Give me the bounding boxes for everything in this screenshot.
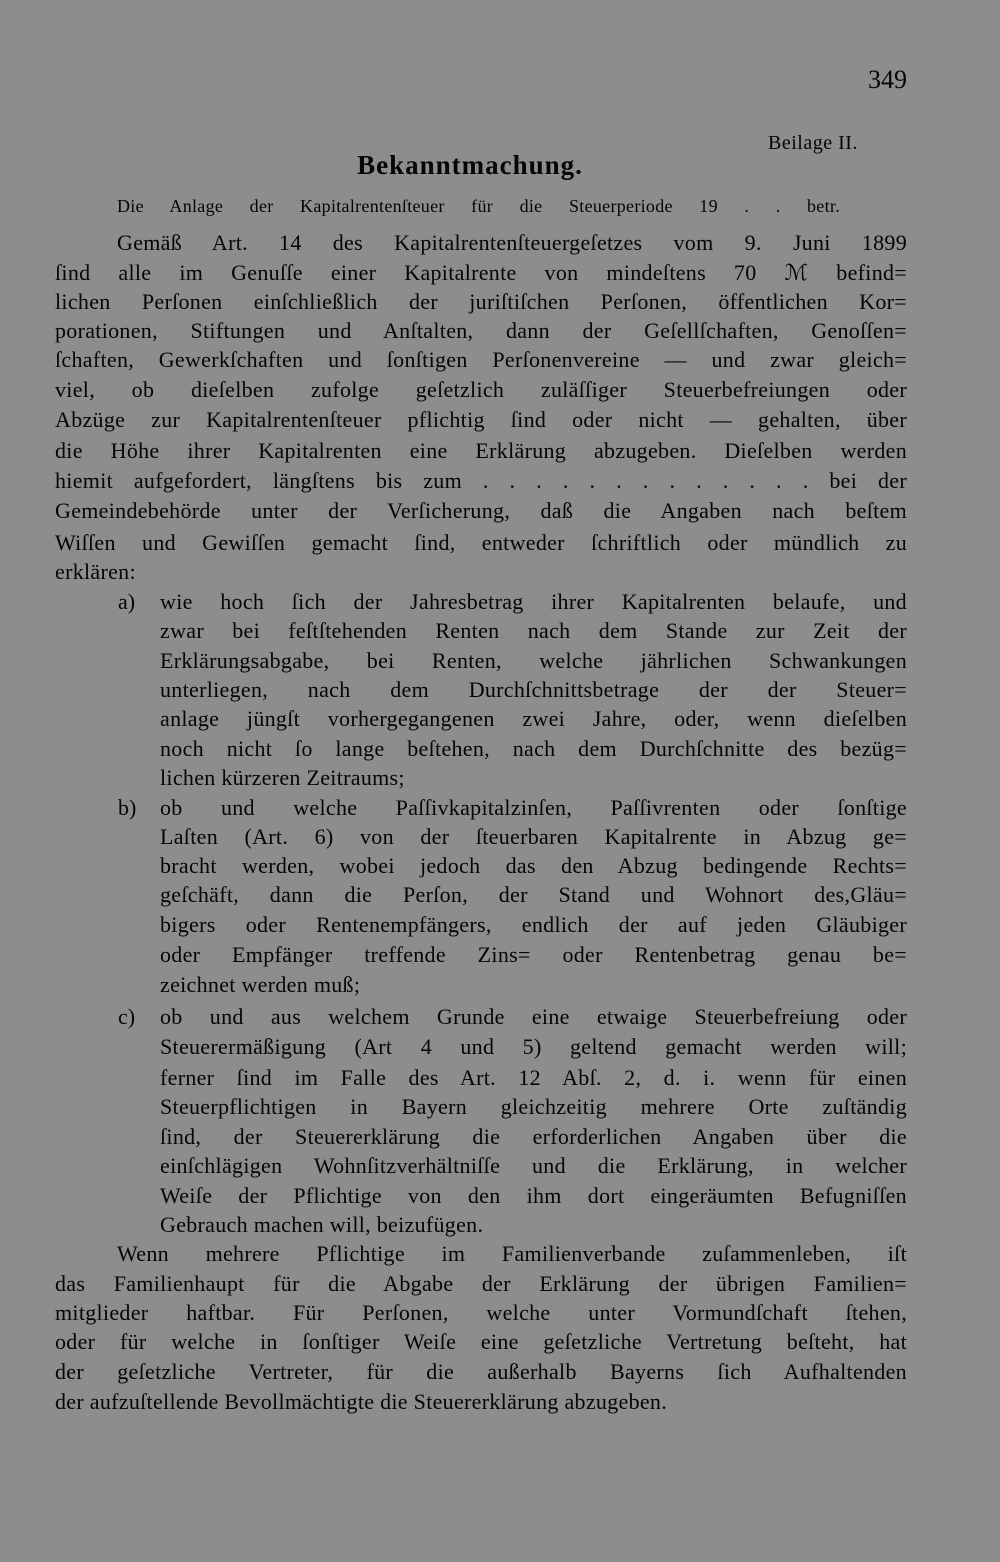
list-item-line: ob und welche Paſſivkapitalzinſen, Paſſivrenten oder ſonſtige <box>160 795 907 820</box>
list-item-line: zeichnet werden muß; <box>160 972 361 997</box>
intro-line: hiemit aufgefordert, längſtens bis zum . . . . . . . . . . . . . bei der <box>55 468 907 493</box>
closing-line: mitglieder haftbar. Für Perſonen, welche unter Vormundſchaft ſtehen, <box>55 1300 907 1325</box>
list-item-label: b) <box>118 795 137 820</box>
intro-line: Gemäß Art. 14 des Kapitalrentenſteuergeſetzes vom 9. Juni 1899 <box>117 230 907 255</box>
list-item-label: c) <box>118 1004 136 1029</box>
intro-line: ſind alle im Genuſſe einer Kapitalrente von mindeſtens 70 ℳ befind= <box>55 260 907 285</box>
intro-line: porationen, Stiftungen und Anſtalten, dann der Geſellſchaften, Genoſſen= <box>55 318 907 343</box>
list-item-line: Erklärungsabgabe, bei Renten, welche jährlichen Schwankungen <box>160 648 907 673</box>
intro-line: Wiſſen und Gewiſſen gemacht ſind, entweder ſchriftlich oder mündlich zu <box>55 530 907 555</box>
intro-line: erklären: <box>55 559 136 584</box>
list-item-line: einſchlägigen Wohnſitzverhältniſſe und die Erklärung, in welcher <box>160 1153 907 1178</box>
list-item-line: Laſten (Art. 6) von der ſteuerbaren Kapitalrente in Abzug ge= <box>160 824 907 849</box>
page-number: 349 <box>868 65 907 94</box>
intro-line: viel, ob dieſelben zufolge geſetzlich zuläſſiger Steuerbefreiungen oder <box>55 377 907 402</box>
list-item-line: wie hoch ſich der Jahresbetrag ihrer Kapitalrenten belaufe, und <box>160 589 907 614</box>
list-item-line: Steuerermäßigung (Art 4 und 5) geltend gemacht werden will; <box>160 1034 907 1059</box>
closing-line: der geſetzliche Vertreter, für die außerhalb Bayerns ſich Aufhaltenden <box>55 1359 907 1384</box>
list-item-line: Weiſe der Pflichtige von den ihm dort eingeräumten Befugniſſen <box>160 1183 907 1208</box>
closing-line: oder für welche in ſonſtiger Weiſe eine geſetzliche Vertretung beſteht, hat <box>55 1329 907 1354</box>
list-item-line: Gebrauch machen will, beizufügen. <box>160 1212 484 1237</box>
list-item-label: a) <box>118 589 136 614</box>
list-item-line: noch nicht ſo lange beſtehen, nach dem Durchſchnitte des bezüg= <box>160 736 907 761</box>
intro-line: ſchaften, Gewerkſchaften und ſonſtigen Perſonenvereine — und zwar gleich= <box>55 347 907 372</box>
notice-subtitle: Die Anlage der Kapitalrentenſteuer für die Steuerperiode 19 . . betr. <box>117 196 840 216</box>
list-item-line: ſind, der Steuererklärung die erforderlichen Angaben über die <box>160 1124 907 1149</box>
list-item-line: geſchäft, dann die Perſon, der Stand und Wohnort des,Gläu= <box>160 882 907 907</box>
list-item-line: ferner ſind im Falle des Art. 12 Abſ. 2, d. i. wenn für einen <box>160 1065 907 1090</box>
list-item-line: ob und aus welchem Grunde eine etwaige Steuerbefreiung oder <box>160 1004 907 1029</box>
list-item-line: oder Empfänger treffende Zins= oder Rentenbetrag genau be= <box>160 942 907 967</box>
intro-line: lichen Perſonen einſchließlich der juriſtiſchen Perſonen, öffentlichen Kor= <box>55 289 907 314</box>
intro-line: Abzüge zur Kapitalrentenſteuer pflichtig ſind oder nicht — gehalten, über <box>55 407 907 432</box>
list-item-line: Steuerpflichtigen in Bayern gleichzeitig mehrere Orte zuſtändig <box>160 1094 907 1119</box>
list-item-line: anlage jüngſt vorhergegangenen zwei Jahre, oder, wenn dieſelben <box>160 706 907 731</box>
supplement-label: Beilage II. <box>768 132 858 154</box>
list-item-line: lichen kürzeren Zeitraums; <box>160 765 405 790</box>
list-item-line: unterliegen, nach dem Durchſchnittsbetrage der der Steuer= <box>160 677 907 702</box>
list-item-line: zwar bei feſtſtehenden Renten nach dem Stande zur Zeit der <box>160 618 907 643</box>
closing-line: Wenn mehrere Pflichtige im Familienverbande zuſammenleben, iſt <box>117 1241 907 1266</box>
closing-line: der aufzuſtellende Bevollmächtigte die Steuererklärung abzugeben. <box>55 1389 668 1414</box>
notice-title: Bekanntmachung. <box>357 150 583 180</box>
list-item-line: bracht werden, wobei jedoch das den Abzug bedingende Rechts= <box>160 853 907 878</box>
list-item-line: bigers oder Rentenempfängers, endlich der auf jeden Gläubiger <box>160 912 907 937</box>
intro-line: Gemeindebehörde unter der Verſicherung, daß die Angaben nach beſtem <box>55 498 907 523</box>
closing-line: das Familienhaupt für die Abgabe der Erklärung der übrigen Familien= <box>55 1271 907 1296</box>
intro-line: die Höhe ihrer Kapitalrenten eine Erklärung abzugeben. Dieſelben werden <box>55 438 907 463</box>
